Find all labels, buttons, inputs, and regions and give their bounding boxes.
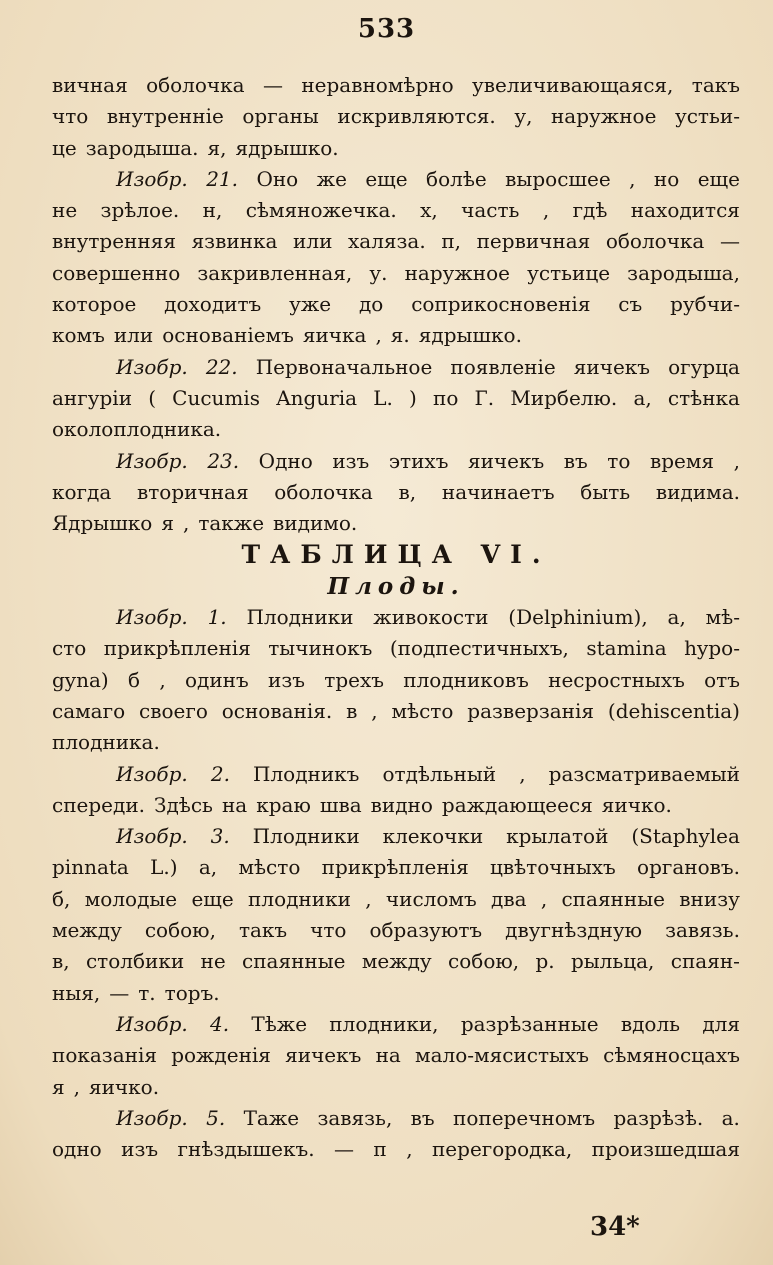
text-line [52, 1009, 740, 1040]
word: живокости [373, 605, 489, 630]
word: яичко. [601, 792, 672, 817]
word: плодника. [52, 730, 160, 755]
word: уже [289, 292, 332, 317]
word: Изобр. [116, 1105, 188, 1130]
word: или [113, 323, 154, 348]
word: Одно [258, 448, 313, 473]
word: раждающееся [441, 792, 593, 817]
word: , [519, 761, 526, 786]
word: крылатой [506, 824, 609, 849]
word: или [293, 229, 333, 254]
word: рожденія [171, 1043, 271, 1068]
word: н, [202, 198, 223, 223]
page-number: 533 [357, 14, 416, 44]
word: произшедшая [591, 1137, 740, 1162]
word: на [221, 792, 248, 817]
word: ядрышко. [235, 135, 339, 160]
word: внутренніе [106, 104, 224, 129]
word: в [346, 698, 358, 723]
text-line [52, 727, 740, 758]
word: ( [148, 385, 156, 410]
word: этихъ [388, 448, 449, 473]
word: гдѣ [572, 198, 608, 223]
word: а. [721, 1105, 740, 1130]
word: Г. [474, 385, 495, 410]
word: не [200, 949, 226, 974]
word: 5. [206, 1105, 226, 1130]
word: комъ [52, 323, 105, 348]
text-line [52, 1040, 740, 1071]
word: — [334, 1137, 354, 1162]
word: наружное [550, 104, 657, 129]
word: цвѣточныхъ [489, 855, 616, 880]
word: устьице [527, 260, 611, 285]
word: р. [535, 949, 555, 974]
word: видимо. [273, 511, 358, 536]
table-subheading [52, 571, 740, 602]
word: L. [373, 385, 393, 410]
text-line [52, 258, 740, 289]
word: — [719, 229, 740, 254]
word: 2. [210, 761, 230, 786]
word: мѣ- [705, 605, 740, 630]
word: соприкосновенія [411, 292, 591, 317]
word: такъ [691, 73, 740, 97]
word: появленіе [450, 354, 556, 379]
word: своего [139, 698, 208, 723]
word: числомъ [385, 886, 477, 911]
word: видно [370, 792, 433, 817]
word: 21. [206, 166, 239, 191]
word: мало-мясистыхъ [415, 1043, 589, 1068]
word: яичекъ [573, 354, 651, 379]
word: яичекъ [467, 448, 545, 473]
word: спаянные [561, 886, 665, 911]
word: околоплодника. [52, 417, 222, 442]
word: — [262, 73, 283, 97]
word: Ядрышко [52, 511, 153, 536]
text-line [52, 602, 740, 633]
word: въ [410, 1105, 435, 1130]
word: рубчи- [670, 292, 740, 317]
text-line [52, 70, 740, 101]
text-line [52, 759, 740, 790]
word: между [52, 918, 122, 943]
text-line [52, 289, 740, 320]
word: гнѣздышекъ. [177, 1137, 315, 1162]
word: Первоначальное [255, 354, 433, 379]
word: , [159, 667, 166, 692]
word: Плодники [252, 824, 360, 849]
text-line [52, 821, 740, 852]
word: одно [52, 1137, 102, 1162]
word: , [629, 166, 636, 191]
text-line [52, 852, 740, 883]
word: Мирбелю. [510, 385, 618, 410]
word: в, [398, 479, 417, 504]
word: увеличивающаяся, [472, 73, 674, 97]
word: изъ [268, 667, 305, 692]
word: Изобр. [116, 761, 188, 786]
word: основаніемъ [162, 323, 294, 348]
word: оболочка [605, 229, 705, 254]
word: доходитъ [164, 292, 262, 317]
word: (dehiscentia) [607, 698, 740, 723]
word: собою, [448, 949, 520, 974]
word: разрѣзѣ. [613, 1105, 704, 1130]
word: ) [409, 385, 417, 410]
word: время [649, 448, 715, 473]
word: х, [420, 198, 438, 223]
word: сѣмяножечка. [245, 198, 397, 223]
word: зародыша, [627, 260, 740, 285]
word: разсматриваемый [548, 761, 740, 786]
word: я [161, 511, 174, 536]
word: еще [697, 166, 740, 191]
word: первичная [476, 229, 591, 254]
text-line [52, 352, 740, 383]
word: оболочка [146, 73, 245, 97]
word: прикрѣпленія [321, 855, 469, 880]
word: молодые [84, 886, 178, 911]
word: мѣсто [391, 698, 454, 723]
word: сто [52, 636, 87, 661]
text-line [52, 790, 740, 821]
text-line [52, 978, 740, 1009]
word: видима. [655, 479, 740, 504]
word: трехъ [324, 667, 384, 692]
word: перегородка, [431, 1137, 573, 1162]
word: оболочка [274, 479, 373, 504]
word: въ [563, 448, 588, 473]
word: — [109, 980, 130, 1005]
word: Изобр. [116, 605, 188, 630]
text-line [52, 696, 740, 727]
word: выросшее [505, 166, 611, 191]
word: когда [52, 479, 112, 504]
word: что [52, 104, 89, 129]
word: двугнѣздную [505, 918, 643, 943]
text-line [52, 320, 740, 351]
word: внутренняя [52, 229, 176, 254]
word: , [540, 886, 548, 911]
word: вичная [52, 73, 128, 97]
word: stamina [586, 636, 667, 661]
word: также [198, 511, 265, 536]
word: язвинка [191, 229, 278, 254]
word: находится [630, 198, 740, 223]
text-line [52, 446, 740, 477]
text-line [52, 477, 740, 508]
word: п [373, 1137, 387, 1162]
word: спаянные [242, 949, 346, 974]
word: устьи- [674, 104, 740, 129]
word: болѣе [426, 166, 487, 191]
word: 23. [207, 448, 240, 473]
text-line [52, 1103, 740, 1134]
word: стѣнка [667, 385, 740, 410]
text-line [52, 665, 740, 696]
word: у, [514, 104, 533, 129]
word: но [653, 166, 680, 191]
word: плодниковъ [403, 667, 529, 692]
word: 4. [210, 1011, 230, 1036]
word: рыльца, [570, 949, 655, 974]
word: б [128, 667, 141, 692]
word: изъ [121, 1137, 159, 1162]
word: gyna) [52, 667, 109, 692]
word: поперечномъ [453, 1105, 596, 1130]
word: Здѣсь [154, 792, 213, 817]
word: Изобр. [116, 824, 188, 849]
text-line [52, 133, 740, 164]
word: органы [242, 104, 319, 129]
word: 1. [207, 605, 227, 630]
word: торъ. [164, 980, 220, 1005]
word: зрѣлое. [100, 198, 180, 223]
word: мѣсто [238, 855, 301, 880]
text-line [52, 414, 740, 445]
word: б, [52, 886, 71, 911]
word: , [375, 323, 382, 348]
text-line [52, 946, 740, 977]
word: вдоль [620, 1011, 681, 1036]
word: наружное [404, 260, 510, 285]
word: (Staphylea [631, 824, 740, 849]
word: закривленная, [197, 260, 353, 285]
word: я [52, 1074, 65, 1099]
word: такъ [238, 918, 288, 943]
text-line [52, 101, 740, 132]
word: , [73, 1074, 80, 1099]
word: завязь, [317, 1105, 393, 1130]
word: искривляются. [337, 104, 496, 129]
word: а, [667, 605, 686, 630]
word: а, [198, 855, 218, 880]
printer-signature: 34* [590, 1212, 640, 1242]
word: Cucumis [172, 385, 261, 410]
text-line [52, 508, 740, 539]
word: плодники [248, 886, 351, 911]
word: отъ [704, 667, 740, 692]
word: плодники, [329, 1011, 439, 1036]
text-line [52, 1134, 740, 1165]
word: изъ [332, 448, 370, 473]
word: шва [319, 792, 362, 817]
text-line [52, 195, 740, 226]
word: часть [461, 198, 520, 223]
word: основанія. [221, 698, 333, 723]
word: быть [580, 479, 631, 504]
word: (Delphinium), [508, 605, 648, 630]
text-line [52, 1072, 740, 1103]
word: спаян- [670, 949, 740, 974]
word: Плодникъ [253, 761, 360, 786]
word: между [361, 949, 432, 974]
word: совершенно [52, 260, 181, 285]
word: hypo- [684, 636, 740, 661]
word: которое [52, 292, 137, 317]
word: pinnata [52, 855, 129, 880]
word: , [371, 698, 378, 723]
word: ядрышко. [418, 323, 522, 348]
word: яичекъ [285, 1043, 362, 1068]
text-line [52, 633, 740, 664]
word: съ [618, 292, 643, 317]
word: внизу [679, 886, 740, 911]
word: прикрѣпленія [103, 636, 251, 661]
word: вторичная [136, 479, 249, 504]
word: Плодники [246, 605, 354, 630]
word: не [52, 198, 78, 223]
word: яичко. [88, 1074, 160, 1099]
word: показанія [52, 1043, 157, 1068]
word: сѣмяносцахъ [603, 1043, 740, 1068]
word: еще [365, 166, 408, 191]
word: отдѣльный [382, 761, 497, 786]
word: два [491, 886, 527, 911]
text-line [52, 884, 740, 915]
word: по [433, 385, 459, 410]
word: , [365, 886, 372, 911]
word: самаго [52, 698, 126, 723]
text-line [52, 226, 740, 257]
word: (подпестичныхъ, [389, 636, 569, 661]
word: же [316, 166, 347, 191]
heading-text: ТАБЛИЦА VI. [241, 540, 551, 570]
word: , [182, 511, 190, 536]
subheading-text: Плоды. [327, 572, 465, 600]
word: зародыша. [85, 135, 199, 160]
word: яичка [302, 323, 367, 348]
word: ныя, [52, 980, 101, 1005]
text-line [52, 383, 740, 414]
word: L.) [150, 855, 178, 880]
word: несростныхъ [548, 667, 685, 692]
word: Изобр. [116, 448, 188, 473]
word: Оно [256, 166, 299, 191]
word: у. [369, 260, 388, 285]
word: Изобр. [116, 1011, 188, 1036]
word: краю [256, 792, 311, 817]
word: , [542, 198, 550, 223]
word: халяза. [348, 229, 426, 254]
word: ангуріи [52, 385, 133, 410]
word: п, [441, 229, 461, 254]
word: а, [633, 385, 652, 410]
body-text [52, 70, 740, 1165]
word: завязь. [665, 918, 740, 943]
word: це [52, 135, 77, 160]
word: 22. [205, 354, 238, 379]
text-line [52, 164, 740, 195]
word: на [375, 1043, 401, 1068]
word: образуютъ [369, 918, 483, 943]
word: клекочки [382, 824, 484, 849]
word: т. [138, 980, 156, 1005]
word: органовъ. [637, 855, 740, 880]
word: для [702, 1011, 740, 1036]
word: что [310, 918, 347, 943]
word: разрѣзанные [460, 1011, 599, 1036]
word: еще [191, 886, 234, 911]
table-heading [52, 539, 740, 570]
word: до [358, 292, 384, 317]
word: Изобр. [116, 354, 188, 379]
word: разверзанія [467, 698, 595, 723]
word: неравномѣрно [301, 73, 454, 97]
word: я, [207, 135, 227, 160]
word: начинаетъ [441, 479, 555, 504]
text-line [52, 915, 740, 946]
word: тычинокъ [268, 636, 373, 661]
word: , [406, 1137, 413, 1162]
word: одинъ [184, 667, 249, 692]
word: Anguria [276, 385, 358, 410]
word: то [607, 448, 631, 473]
word: огурца [668, 354, 740, 379]
word: Изобр. [116, 166, 188, 191]
word: , [733, 448, 740, 473]
word: я. [390, 323, 410, 348]
word: столбики [85, 949, 185, 974]
word: спереди. [52, 792, 146, 817]
word: собою, [144, 918, 216, 943]
word: Тѣже [251, 1011, 308, 1036]
word: Таже [243, 1105, 300, 1130]
word: в, [52, 949, 70, 974]
word: 3. [210, 824, 230, 849]
